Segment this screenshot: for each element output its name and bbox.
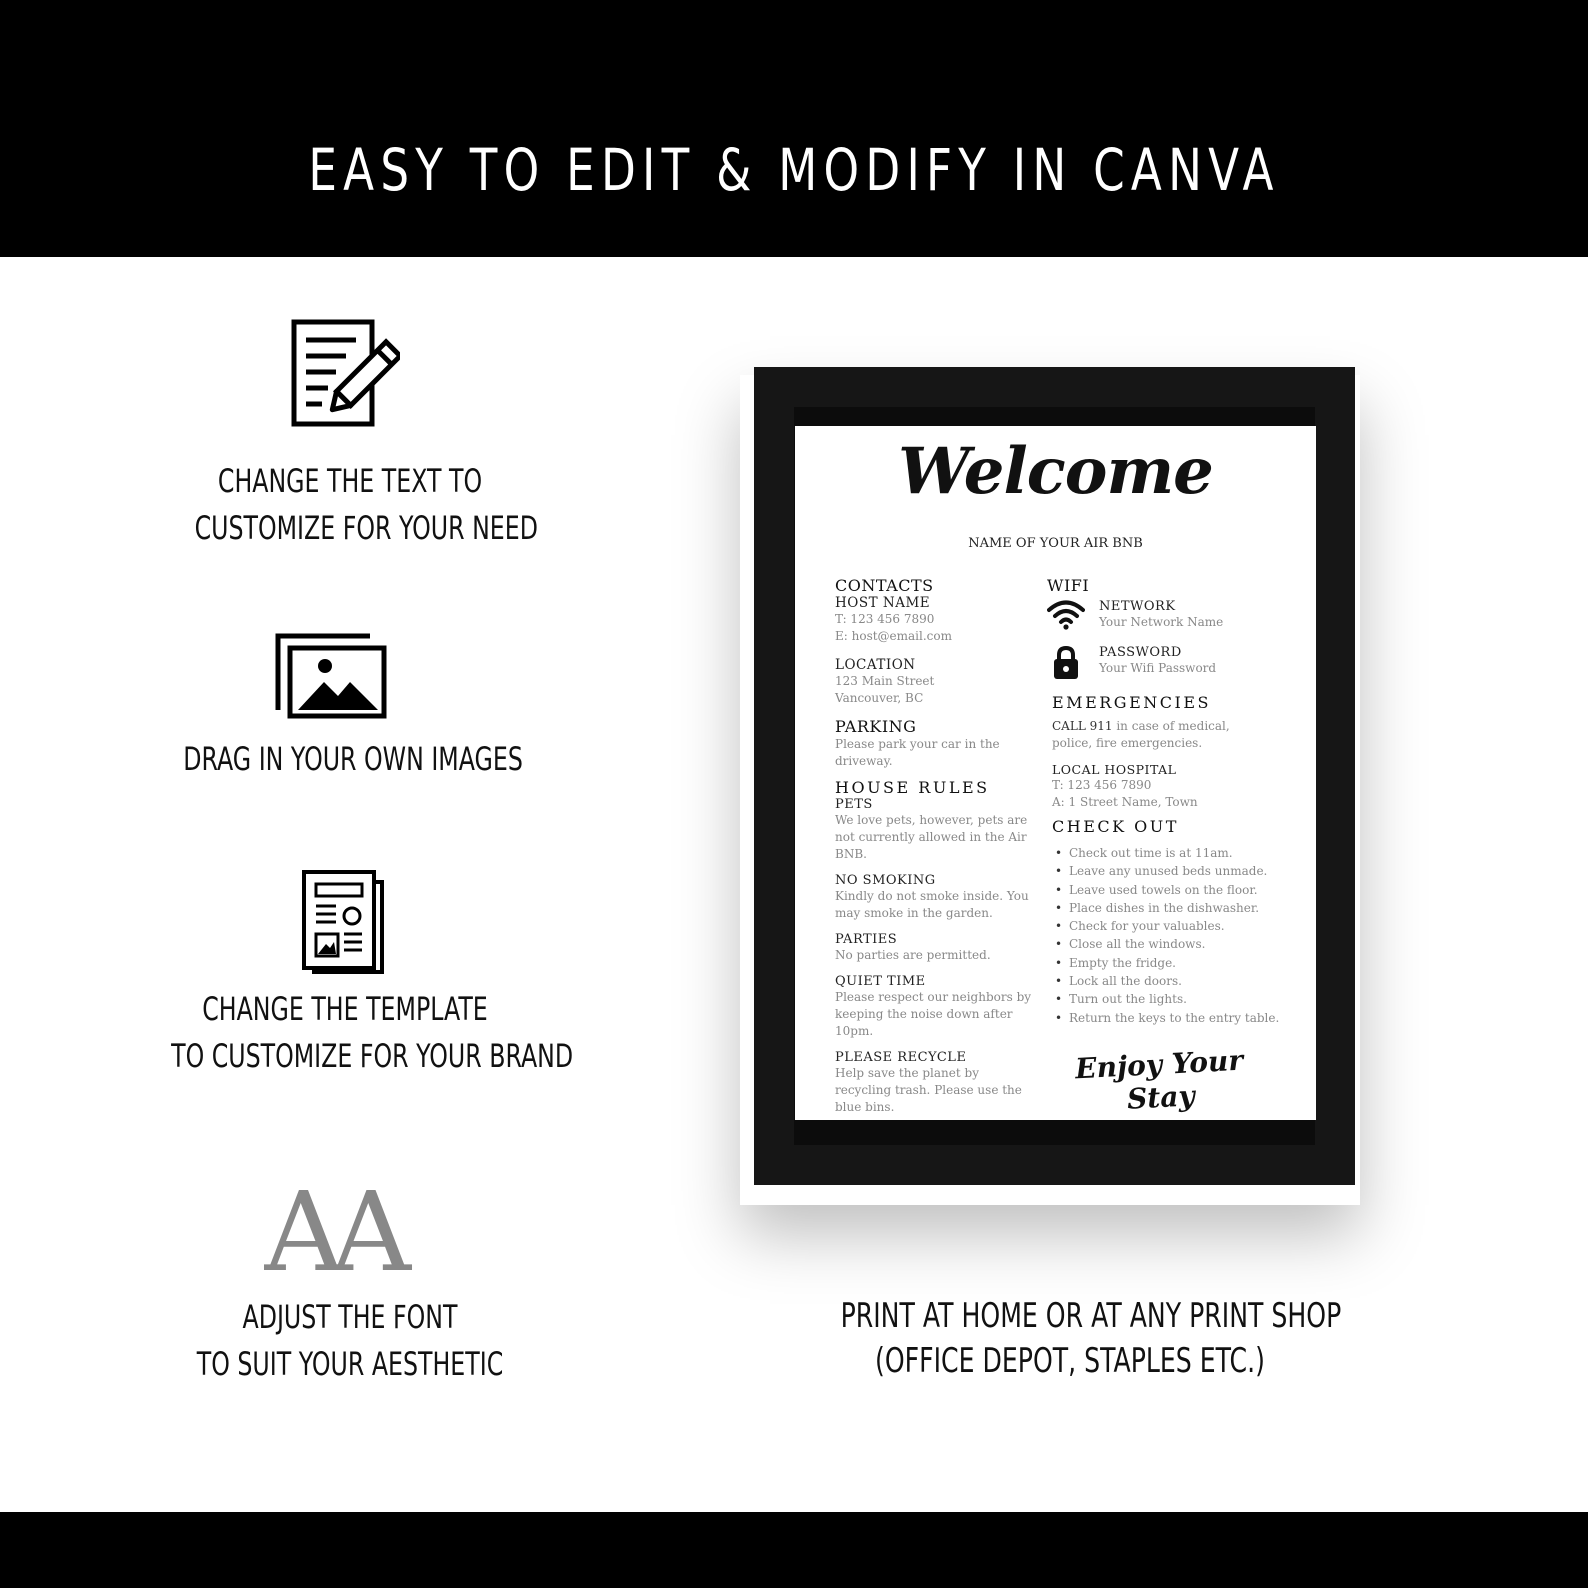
bottom-bar	[0, 1512, 1588, 1588]
parking-heading: PARKING	[835, 717, 917, 736]
rule-text: No parties are permitted.	[835, 948, 991, 962]
list-item: • Place dishes in the dishwasher.	[1049, 899, 1287, 917]
wifi-network-row	[1047, 599, 1287, 645]
host-email: E: host@email.com	[835, 629, 952, 643]
hospital-address: A: 1 Street Name, Town	[1052, 795, 1198, 809]
rule-title: PETS	[835, 797, 873, 812]
list-item: • Turn out the lights.	[1049, 990, 1287, 1008]
list-item: • Return the keys to the entry table.	[1049, 1009, 1287, 1027]
wifi-icon	[1047, 599, 1085, 635]
call-911-text: in case of medical, police, fire emergencies.	[1052, 719, 1230, 750]
svg-text:AA: AA	[264, 1168, 399, 1272]
lock-icon	[1052, 645, 1080, 685]
poster-title: Welcome	[898, 434, 1213, 509]
wifi-heading: WIFI	[1047, 576, 1090, 595]
list-item: • Check out time is at 11am.	[1049, 844, 1287, 862]
print-caption: PRINT AT HOME OR AT ANY PRINT SHOP (OFFICE DEPOT, STAPLES ETC.)	[840, 1296, 1342, 1381]
rule-text: Kindly do not smoke inside. You may smoke in the garden.	[835, 889, 1029, 920]
location-city: Vancouver, BC	[835, 691, 924, 705]
poster-left-column	[835, 576, 1035, 1116]
hospital-phone: T: 123 456 7890	[1052, 778, 1152, 792]
template-layout-icon	[300, 868, 390, 976]
location-street: 123 Main Street	[835, 674, 935, 688]
rule-title: NO SMOKING	[835, 873, 936, 888]
list-item: • Close all the windows.	[1049, 935, 1287, 953]
document-pencil-icon	[284, 318, 400, 430]
welcome-poster	[795, 426, 1316, 1120]
password-label: PASSWORD	[1099, 645, 1182, 660]
top-banner	[0, 0, 1588, 257]
poster-subtitle: NAME OF YOUR AIR BNB	[968, 536, 1143, 551]
rule-text: We love pets, however, pets are not currently allowed in the Air BNB.	[835, 813, 1028, 861]
poster-right-column	[1047, 576, 1287, 1027]
rule-text: Please respect our neighbors by keeping the noise down after 10pm.	[835, 990, 1032, 1038]
emergencies-heading: EMERGENCIES	[1052, 693, 1211, 712]
feature-label-change-text: CHANGE THE TEXT TO CUSTOMIZE FOR YOUR NEED	[194, 462, 538, 547]
hospital-label: LOCAL HOSPITAL	[1052, 762, 1177, 777]
host-name: HOST NAME	[835, 595, 931, 611]
banner-title: EASY TO EDIT & MODIFY IN CANVA	[308, 136, 1280, 204]
list-item: • Leave used towels on the floor.	[1049, 881, 1287, 899]
emergency-text	[1052, 718, 1252, 752]
network-label: NETWORK	[1099, 599, 1176, 614]
rule-title: PARTIES	[835, 932, 898, 947]
list-item: • Leave any unused beds unmade.	[1049, 862, 1287, 880]
list-item: • Empty the fridge.	[1049, 954, 1287, 972]
font-aa-icon	[264, 1160, 434, 1272]
list-item: • Lock all the doors.	[1049, 972, 1287, 990]
rule-title: PLEASE RECYCLE	[835, 1050, 967, 1065]
password-value: Your Wifi Password	[1099, 661, 1217, 675]
image-gallery-icon	[274, 632, 396, 724]
list-item: • Check for your valuables.	[1049, 917, 1287, 935]
feature-label-change-template: CHANGE THE TEMPLATE TO CUSTOMIZE FOR YOUR BRAND	[171, 990, 574, 1075]
poster-signoff: Enjoy Your Stay	[1074, 1043, 1244, 1116]
network-value: Your Network Name	[1099, 615, 1224, 629]
parking-text: Please park your car in the driveway.	[835, 737, 1000, 768]
location-heading: LOCATION	[835, 657, 916, 673]
call-911: CALL 911	[1052, 719, 1113, 733]
feature-label-adjust-font: ADJUST THE FONT TO SUIT YOUR AESTHETIC	[196, 1298, 504, 1383]
rule-title: QUIET TIME	[835, 974, 926, 989]
feature-label-drag-images: DRAG IN YOUR OWN IMAGES	[183, 740, 523, 778]
rule-text: Help save the planet by recycling trash. Please use the blue bins.	[835, 1066, 1022, 1114]
wifi-password-row	[1047, 645, 1287, 691]
house-rules-heading: HOUSE RULES	[835, 778, 990, 797]
contacts-heading: CONTACTS	[835, 576, 934, 595]
checkout-heading: CHECK OUT	[1052, 817, 1179, 836]
checkout-list	[1049, 844, 1287, 1027]
host-phone: T: 123 456 7890	[835, 612, 935, 626]
